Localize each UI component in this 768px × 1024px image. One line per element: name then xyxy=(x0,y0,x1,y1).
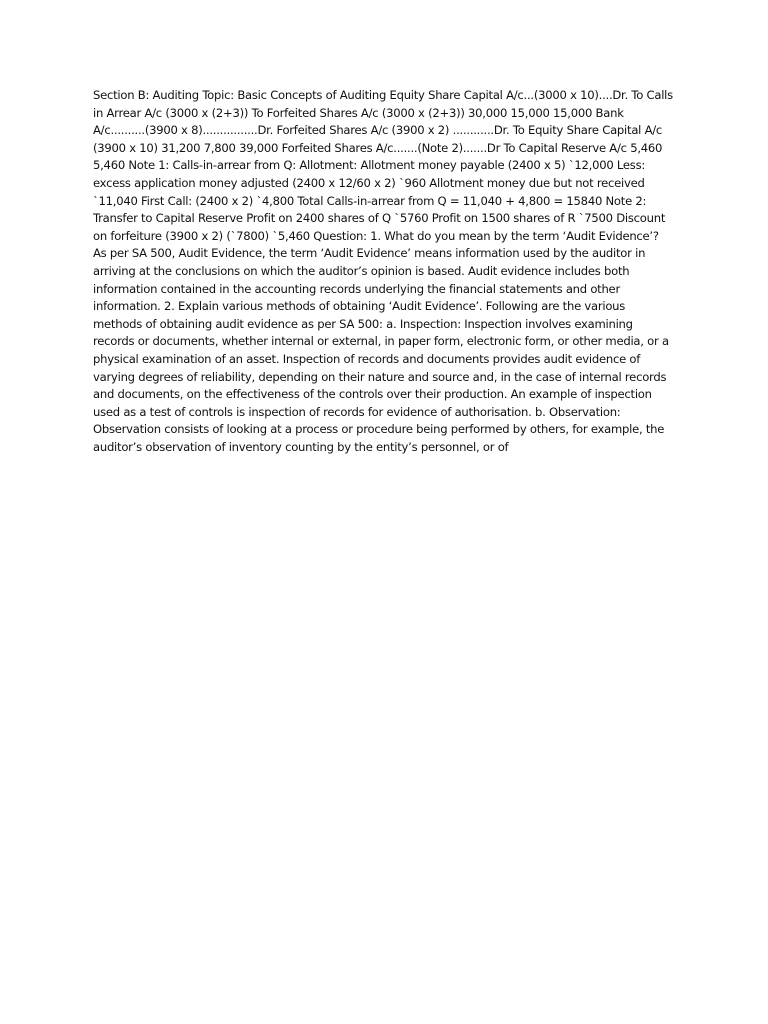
body-paragraph: Section B: Auditing Topic: Basic Concepts of Auditing Equity Share Capital A/c...(3000 x 10)....Dr. To Calls in Arrear A/c (3000 x (2+3)) To Forfeited Shares A/c (3000 x (2+3)) 30,000 15,000 15,000 Bank A/c..........(3900 x 8)................Dr. Forfeited Shares A/c (3900 x 2) ............Dr. To Equity Share Capital A/c (3900 x 10) 31,200 7,800 39,000 Forfeited Shares A/c.......(Note 2).......Dr To Capital Reserve A/c 5,460 5,460 Note 1: Calls-in-arrear from Q: Allotment: Allotment money payable (2400 x 5) `12,000 Less: excess application money adjusted (2400 x 12/60 x 2) `960 Allotment money due but not received `11,040 First Call: (2400 x 2) `4,800 Total Calls-in-arrear from Q = 11,040 + 4,800 = 15840 Note 2: Transfer to Capital Reserve Profit on 2400 shares of Q `5760 Profit on 1500 shares of R `7500 Discount on forfeiture (3900 x 2) (`7800) `5,460 Question: 1. What do you mean by the term ‘Audit Evidence’? As per SA 500, Audit Evidence, the term ‘Audit Evidence’ means information used by the auditor in arriving at the conclusions on which the auditor’s opinion is based. Audit evidence includes both information contained in the accounting records underlying the financial statements and other information. 2. Explain various methods of obtaining ‘Audit Evidence’. Following are the various methods of obtaining audit evidence as per SA 500: a. Inspection: Inspection involves examining records or documents, whether internal or external, in paper form, electronic form, or other media, or a physical examination of an asset. Inspection of records and documents provides audit evidence of varying degrees of reliability, depending on their nature and source and, in the case of internal records and documents, on the effectiveness of the controls over their production. An example of inspection used as a test of controls is inspection of records for evidence of authorisation. b. Observation: Observation consists of looking at a process or procedure being performed by others, for example, the auditor’s observation of inventory counting by the entity’s personnel, or of xyxy=(93,88,673,454)
